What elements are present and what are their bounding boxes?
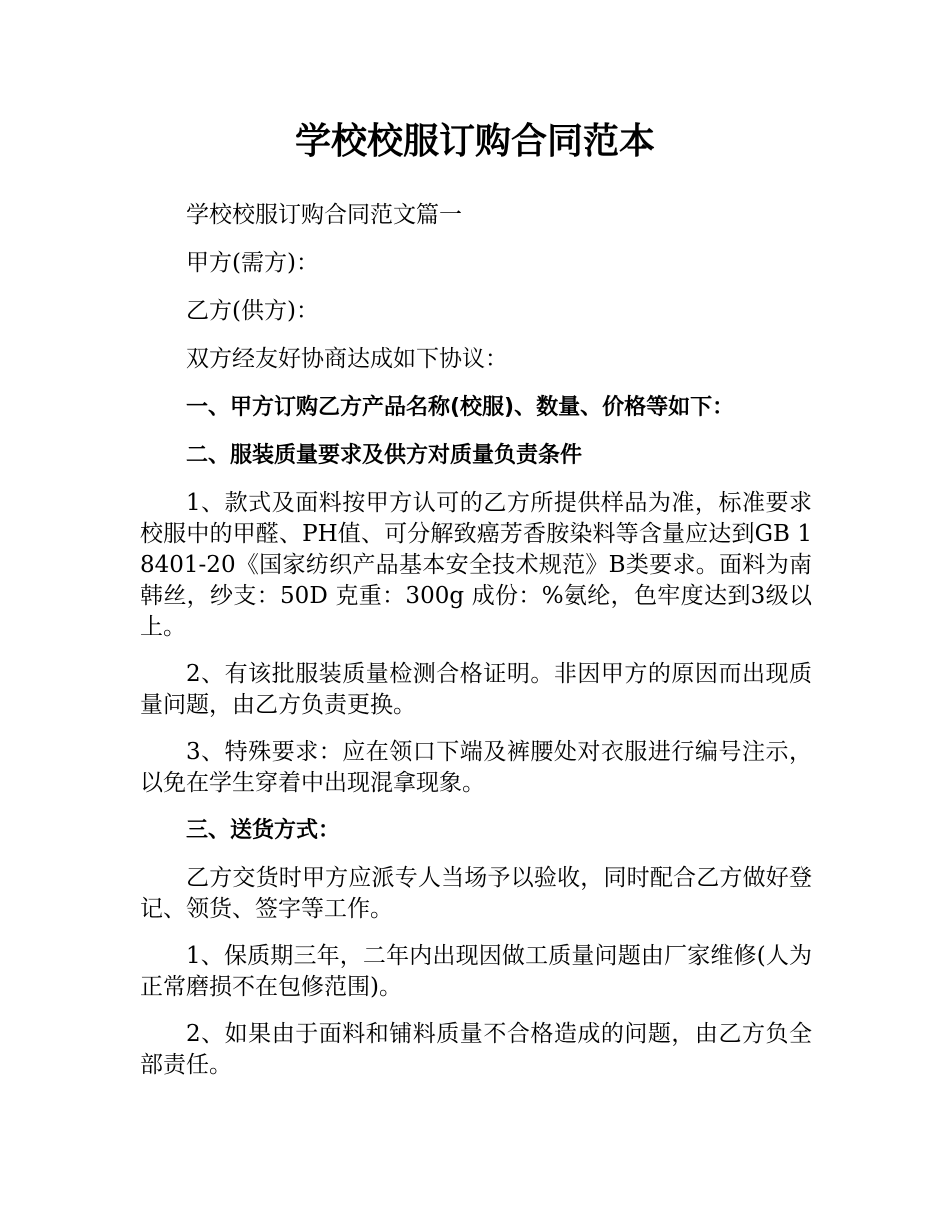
section-heading-quality: 二、服装质量要求及供方对质量负责条件	[186, 443, 583, 468]
paragraph-heading: 学校校服订购合同范文篇一	[186, 202, 462, 228]
section-heading-order: 一、甲方订购乙方产品名称(校服)、数量、价格等如下：	[186, 395, 735, 420]
paragraph-warranty-item-2: 2、如果由于面料和铺料质量不合格造成的问题，由乙方负全部责任。	[140, 1021, 812, 1078]
document-body	[140, 200, 812, 1097]
paragraph-party-a: 甲方(需方)：	[186, 250, 319, 276]
paragraph-quality-item-1: 1、款式及面料按甲方认可的乙方所提供样品为准，标准要求校服中的甲醛、PH值、可分解致癌芳香胺染料等含量应达到GB 18401-20《国家纺织产品基本安全技术规范》B类要求。面料为南韩丝，纱支：50D 克重：300g 成份：%氨纶，色牢度达到3级以上。	[140, 490, 812, 640]
paragraph-quality-item-2: 2、有该批服装质量检测合格证明。非因甲方的原因而出现质量问题，由乙方负责更换。	[140, 661, 812, 718]
paragraph-delivery: 乙方交货时甲方应派专人当场予以验收，同时配合乙方做好登记、领货、签字等工作。	[140, 865, 812, 922]
paragraph-warranty-item-1: 1、保质期三年，二年内出现因做工质量问题由厂家维修(人为正常磨损不在包修范围)。	[140, 943, 812, 1000]
document-title: 学校校服订购合同范本	[294, 121, 655, 162]
paragraph-party-b: 乙方(供方)：	[186, 298, 319, 324]
paragraph-agreement: 双方经友好协商达成如下协议：	[186, 346, 508, 372]
section-heading-delivery: 三、送货方式：	[186, 818, 341, 843]
paragraph-quality-item-3: 3、特殊要求：应在领口下端及裤腰处对衣服进行编号注示，以免在学生穿着中出现混拿现象。	[140, 739, 812, 796]
